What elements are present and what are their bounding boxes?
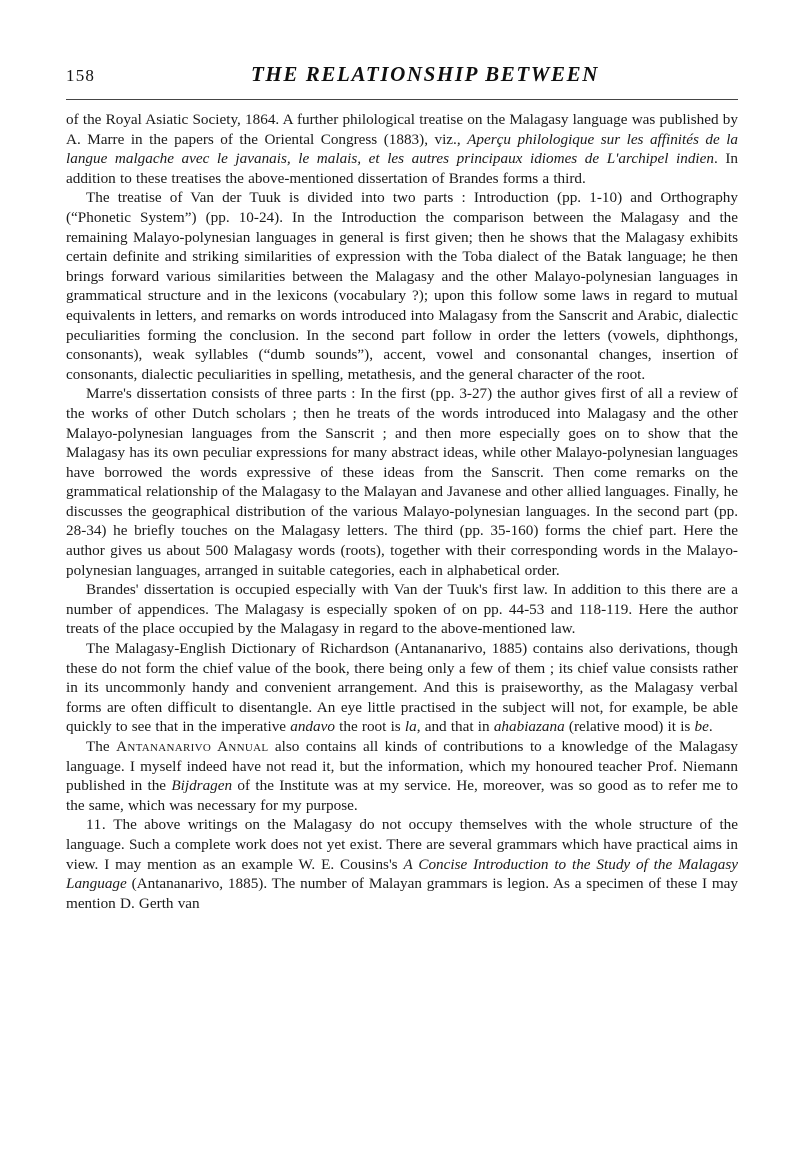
text-run: The above writings on the Malagasy do not occupy themselves with the whole structure of the language. Such a complete work does not yet exist. There are several grammars which have practical aims in view. I may mention as an example W. E. Cousins's	[66, 816, 738, 873]
italic-run: Aperçu philologique sur les affinités de la langue malgache avec le javanais, le malais, et les autres principaux idiomes de L'archipel indien	[66, 130, 739, 168]
italic-run: Bijdragen	[171, 777, 233, 795]
text-run: (Antananarivo, 1885). The number of Malayan grammars is legion. As a specimen of these I may mention D. Gerth van	[66, 875, 738, 912]
para-royal-asiatic-society	[66, 110, 738, 188]
page-number: 158	[66, 66, 96, 85]
text-run: also contains all kinds of contributions to a knowledge of the Malagasy language. I myself indeed have not read it, but the information, which my honoured teacher Prof. Niemann published in the	[66, 738, 738, 795]
para-richardson-dictionary	[66, 639, 738, 737]
italic-run: la	[404, 718, 417, 736]
text-run: The treatise of Van der Tuuk is divided into two parts : Introduction (pp. 1-10) and Orthography (“Phonetic System”) (pp. 10-24). In the Introduction the comparison between the Malagasy and the remaining Malayo-polynesian languages in general is first given; then he shows that the Malagasy exhibits certain definite and striking similarities of expression with the Toba dialect of the Batak language; he then brings forward various similarities between the Malagasy and the other Malayo-polynesian languages in grammatical structure and in the lexicons (vocabulary ?); upon this follow some laws in regard to mutual equivalents in letters, and remarks on words introduced into Malagasy from the Sanscrit and Arabic, dialectic peculiarities forming the conclusion. In the second part follow in order the letters (vowels, diphthongs, consonants), weak syllables (“dumb sounds”), accent, vowel and consonantal changes, insertion of consonants, dialectic peculiarities in spelling, metathesis, and the general character of the root.	[66, 189, 738, 383]
text-run: (relative mood) it is	[564, 718, 695, 736]
para-van-der-tuuk	[66, 188, 738, 384]
text-run: The Malagasy-English Dictionary of Richardson (Antananarivo, 1885) contains also derivations, though these do not form the chief value of the book, there being only a few of them ; its chief value consists rather in its uncommonly handy and convenient arrangement. And this is praiseworthy, as the Malagasy verbal forms are often difficult to disentangle. An eye little practised in the subject will not, for example, be able quickly to see that in the imperative	[66, 640, 738, 736]
text-run: the root is	[334, 718, 405, 736]
running-head-title: THE RELATIONSHIP BETWEEN	[250, 62, 600, 86]
small-caps-run: Antananarivo Annual	[116, 738, 269, 755]
para-brandes-dissertation	[66, 580, 738, 639]
section-number: 11.	[86, 816, 107, 834]
text-run: . In addition to these treatises the above-mentioned dissertation of Brandes forms a third.	[66, 150, 738, 187]
italic-run: andavo	[290, 718, 335, 736]
para-antananarivo-annual	[66, 737, 738, 815]
text-run: .	[708, 718, 713, 736]
para-marre-dissertation	[66, 384, 738, 580]
para-section-11	[66, 815, 738, 913]
text-run: of the Royal Asiatic Society, 1864. A further philological treatise on the Malagasy language was published by A. Marre in the papers of the Oriental Congress (1883), viz.,	[66, 111, 738, 148]
text-run: , and that in	[416, 718, 494, 736]
text-run: of the Institute was at my service. He, moreover, was so good as to refer me to the same, which was necessary for my purpose.	[66, 777, 738, 814]
page-header	[66, 62, 738, 96]
body-text-column	[66, 110, 738, 913]
italic-run: ahabiazana	[493, 718, 565, 736]
text-run: Brandes' dissertation is occupied especially with Van der Tuuk's first law. In addition to this there are a number of appendices. The Malagasy is especially spoken of on pp. 44-53 and 118-119. Here the author treats of the place occupied by the Malagasy in regard to the above-mentioned law.	[66, 581, 738, 638]
header-divider-rule	[66, 99, 738, 100]
italic-run: A Concise Introduction to the Study of the Malagasy Language	[66, 855, 738, 893]
text-run: Marre's dissertation consists of three parts : In the first (pp. 3-27) the author gives first of all a review of the works of other Dutch scholars ; then he treats of the words introduced into Malagasy and the other Malayo-polynesian languages from the Sanscrit ; and then more especially goes on to show that the Malagasy has its own peculiar expressions for many abstract ideas, while other Malayo-polynesian languages have borrowed the words expressive of these ideas from the Sanscrit. Then come remarks on the grammatical relationship of the Malagasy to the Malayan and Javanese and other allied languages. Finally, he discusses the geographical distribution of the various Malayo-polynesian languages. In the second part (pp. 28-34) he briefly touches on the Malagasy letters. The third (pp. 35-160) forms the chief part. Here the author gives us about 500 Malagasy words (roots), together with their corresponding words in the Malayo-polynesian languages, arranged in suitable categories, each in alphabetical order.	[66, 385, 738, 579]
italic-run: be	[694, 718, 709, 736]
text-run: The	[86, 738, 117, 755]
